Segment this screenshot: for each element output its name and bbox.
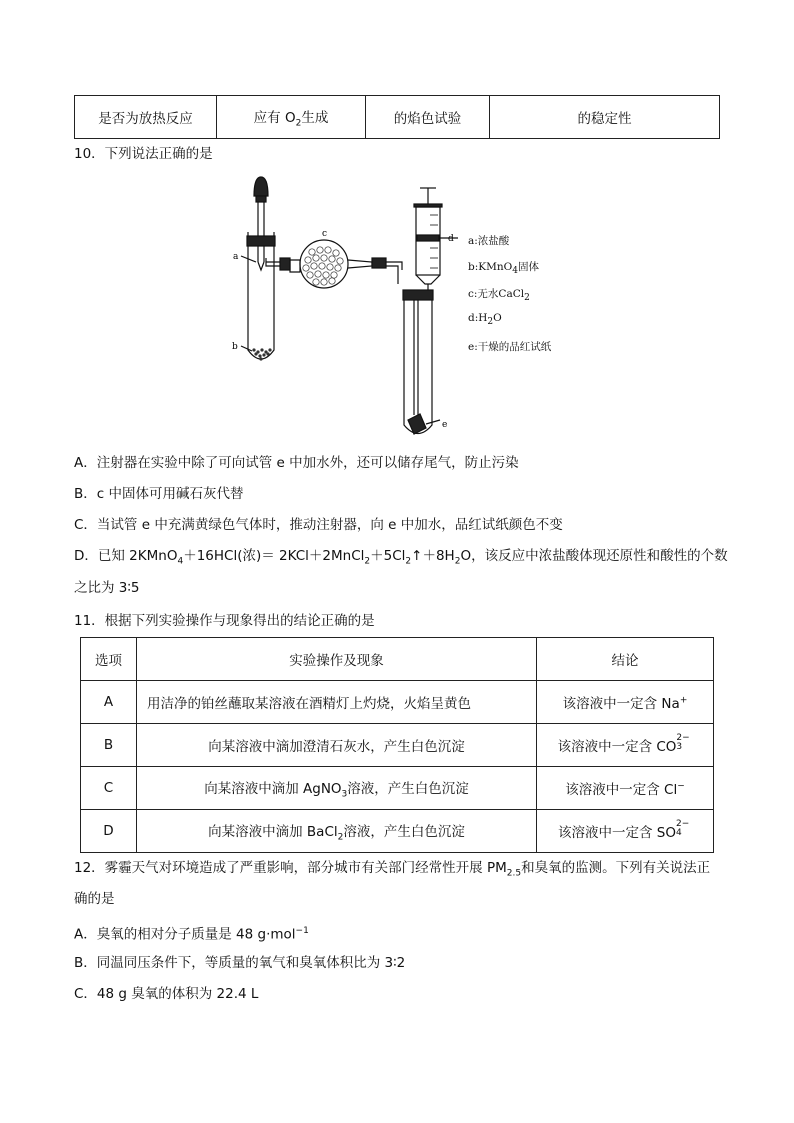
header-option: 选项 xyxy=(81,638,137,681)
label-b: b xyxy=(232,342,238,352)
table-row xyxy=(81,724,714,767)
row-operation: 向某溶液中滴加澄清石灰水，产生白色沉淀 xyxy=(137,724,537,767)
legend-b: b:KMnO$_4$固体 xyxy=(468,261,539,277)
syringe-plunger xyxy=(417,235,439,241)
q10-option-b: B．c 中固体可用碱石灰代替 xyxy=(74,486,244,502)
q10-option-a: A．注射器在实验中除了可向试管 e 中加水外，还可以储存尾气，防止污染 xyxy=(74,455,519,471)
row-option: A xyxy=(81,681,137,724)
row-option: C xyxy=(81,767,137,810)
q12-option-b: B．同温同压条件下，等质量的氧气和臭氧体积比为 3∶2 xyxy=(74,955,406,971)
dropper-bulb xyxy=(254,177,268,196)
q12-stem-line2: 确的是 xyxy=(74,891,115,907)
row-conclusion: 该溶液中一定含 SO 4 2− xyxy=(537,810,714,853)
q12-stem-line1: 12．雾霾天气对环境造成了严重影响，部分城市有关部门经常性开展 $PM_{2.5}$和臭氧的监测。下列有关说法正 xyxy=(74,860,711,879)
q10-option-d-line1: D．已知 2KMnO$_4$＋16HCl(浓)＝ $2KCl+2MnCl_2+5Cl_2↑+8H_2O$，该反应中浓盐酸体现还原性和酸性的个数 xyxy=(74,548,728,567)
table-row xyxy=(81,767,714,810)
label-e: e xyxy=(442,420,448,430)
q11-table xyxy=(80,637,714,853)
legend-c: c:无水CaCl$_2$ xyxy=(468,288,530,304)
row-conclusion: 该溶液中一定含 Na+ xyxy=(537,681,714,724)
cacl2-granules xyxy=(303,247,343,285)
legend-a: a:浓盐酸 xyxy=(468,235,510,247)
row-operation: 向某溶液中滴加 BaCl$_2$溶液，产生白色沉淀 xyxy=(137,810,537,853)
header-conclusion: 结论 xyxy=(537,638,714,681)
q12-option-c: C．48 g 臭氧的体积为 22.4 L xyxy=(74,986,259,1002)
q10-option-d-line2: 之比为 3∶5 xyxy=(74,580,140,596)
table-row xyxy=(81,681,714,724)
q11-stem: 11．根据下列实验操作与现象得出的结论正确的是 xyxy=(74,613,375,629)
kmno4-solid xyxy=(252,348,271,360)
stopper-right xyxy=(403,290,433,300)
label-d: d xyxy=(448,234,454,244)
top-cell-4: 的稳定性 xyxy=(490,96,720,139)
row-operation: 用洁净的铂丝蘸取某溶液在酒精灯上灼烧，火焰呈黄色 xyxy=(137,681,537,724)
top-cell-1: 是否为放热反应 xyxy=(75,96,217,139)
row-option: D xyxy=(81,810,137,853)
row-operation: 向某溶液中滴加 AgNO$_3$溶液，产生白色沉淀 xyxy=(137,767,537,810)
top-cell-3: 的焰色试验 xyxy=(366,96,490,139)
apparatus-diagram xyxy=(0,0,794,450)
row-conclusion: 该溶液中一定含 Cl− xyxy=(537,767,714,810)
q12-option-a: A．臭氧的相对分子质量是 48 g·mol$^{-1}$ xyxy=(74,926,309,943)
legend-d: $d:H_2O$ xyxy=(468,312,502,328)
test-tube-left xyxy=(248,232,274,359)
table-row xyxy=(81,810,714,853)
header-operation: 实验操作及现象 xyxy=(137,638,537,681)
top-cell-2: 应有 $O_2$生成 xyxy=(217,96,366,139)
legend-e: e:干燥的品红试纸 xyxy=(468,341,552,353)
row-conclusion: 该溶液中一定含 CO 3 2− xyxy=(537,724,714,767)
q10-option-c: C．当试管 e 中充满黄绿色气体时，推动注射器，向 e 中加水，品红试纸颜色不变 xyxy=(74,517,563,533)
stopper-left xyxy=(247,236,275,246)
label-a: a xyxy=(233,252,239,262)
row-option: B xyxy=(81,724,137,767)
label-c: c xyxy=(322,229,328,239)
q10-stem: 10．下列说法正确的是 xyxy=(74,146,213,162)
